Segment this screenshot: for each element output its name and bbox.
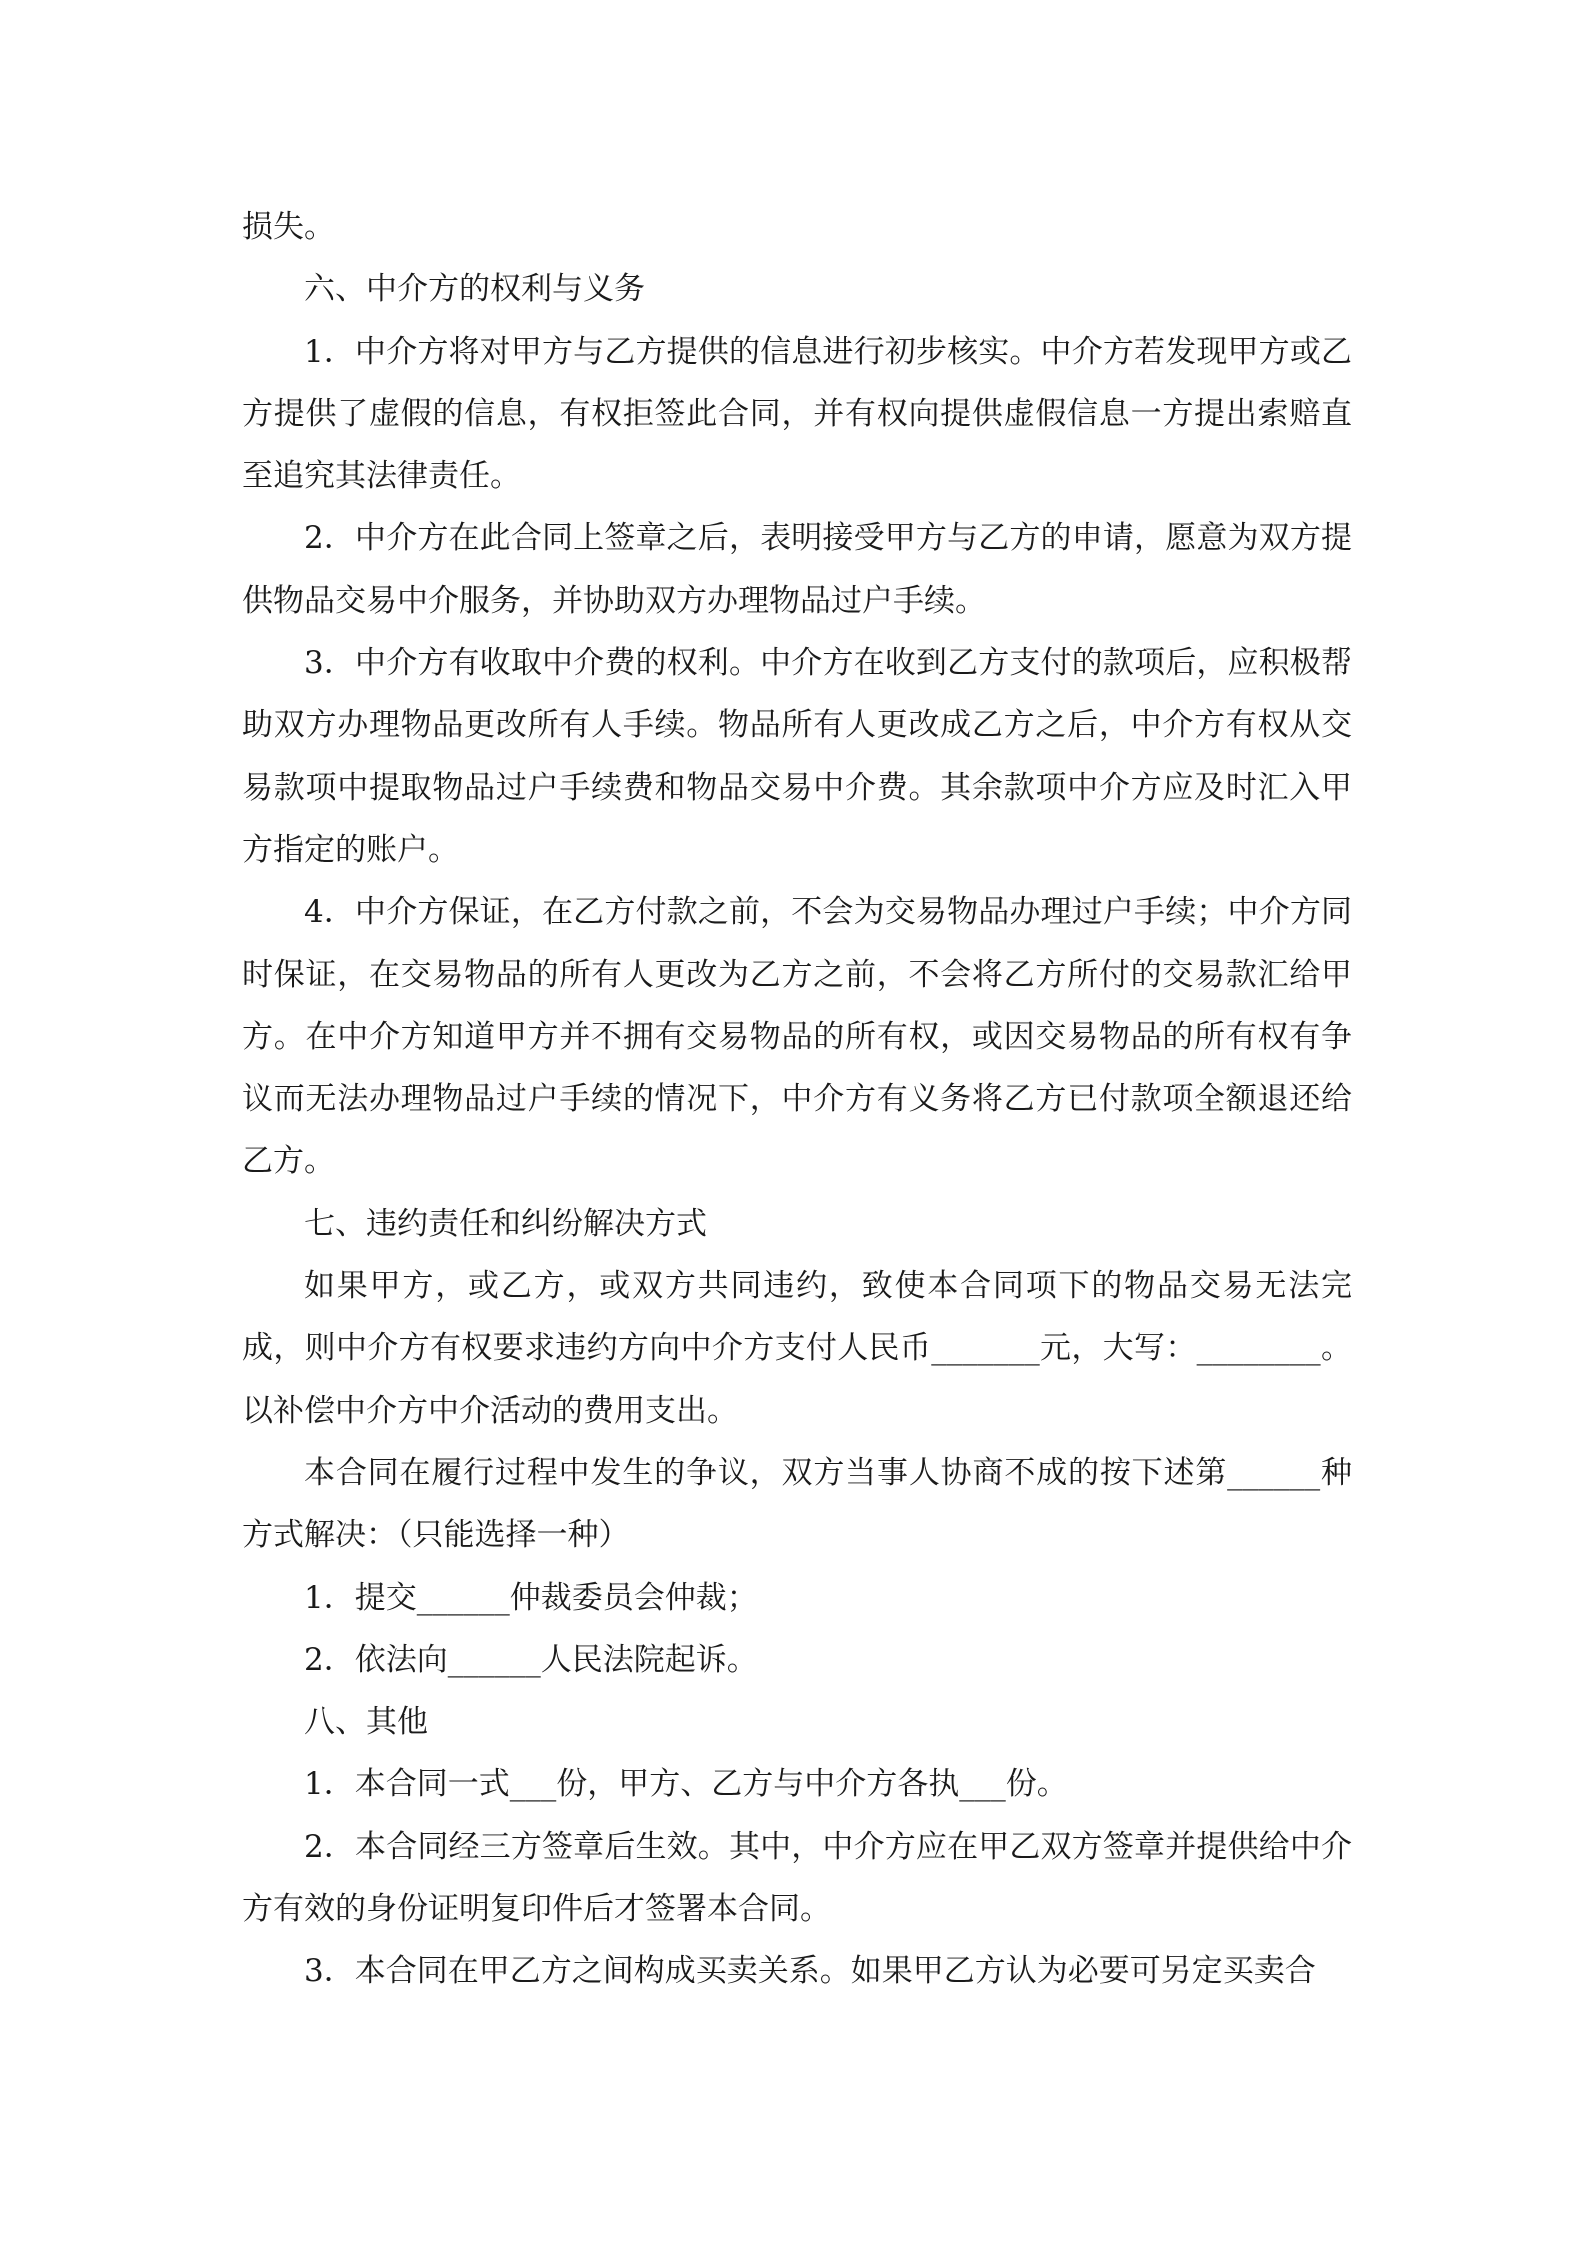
- paragraph: 2．中介方在此合同上签章之后，表明接受甲方与乙方的申请，愿意为双方提供物品交易中介服务，并协助双方办理物品过户手续。: [242, 520, 1352, 619]
- paragraph: 1．提交______仲裁委员会仲裁；: [304, 1579, 758, 1616]
- paragraph: 3．本合同在甲乙方之间构成买卖关系。如果甲乙方认为必要可另定买卖合: [304, 1953, 1316, 1990]
- paragraph: 1．本合同一式___份，甲方、乙方与中介方各执___份。: [304, 1766, 1068, 1803]
- section-heading: 六、中介方的权利与义务: [304, 271, 645, 308]
- paragraph: 1．中介方将对甲方与乙方提供的信息进行初步核实。中介方若发现甲方或乙方提供了虚假的信息，有权拒签此合同，并有权向提供虚假信息一方提出索赔直至追究其法律责任。: [242, 333, 1352, 495]
- section-heading: 八、其他: [304, 1704, 428, 1741]
- paragraph: 3．中介方有收取中介费的权利。中介方在收到乙方支付的款项后，应积极帮助双方办理物品更改所有人手续。物品所有人更改成乙方之后，中介方有权从交易款项中提取物品过户手续费和物品交易中介费。其余款项中介方应及时汇入甲方指定的账户。: [242, 645, 1352, 868]
- document-body: [242, 196, 1352, 2003]
- paragraph: 2．依法向______人民法院起诉。: [304, 1641, 758, 1678]
- paragraph: 损失。: [242, 209, 335, 245]
- paragraph: 本合同在履行过程中发生的争议，双方当事人协商不成的按下述第______种方式解决：（只能选择一种）: [242, 1454, 1352, 1554]
- paragraph: 4．中介方保证，在乙方付款之前，不会为交易物品办理过户手续；中介方同时保证，在交易物品的所有人更改为乙方之前，不会将乙方所付的交易款汇给甲方。在中介方知道甲方并不拥有交易物品的所有权，或因交易物品的所有权有争议而无法办理物品过户手续的情况下，中介方有义务将乙方已付款项全额退还给乙方。: [242, 894, 1352, 1180]
- paragraph: 2．本合同经三方签章后生效。其中，中介方应在甲乙双方签章并提供给中介方有效的身份证明复印件后才签署本合同。: [242, 1828, 1352, 1928]
- section-heading: 七、违约责任和纠纷解决方式: [304, 1205, 707, 1242]
- paragraph: 如果甲方，或乙方，或双方共同违约，致使本合同项下的物品交易无法完成，则中介方有权要求违约方向中介方支付人民币_______元，大写：________。以补偿中介方中介活动的费用支出。: [242, 1268, 1352, 1429]
